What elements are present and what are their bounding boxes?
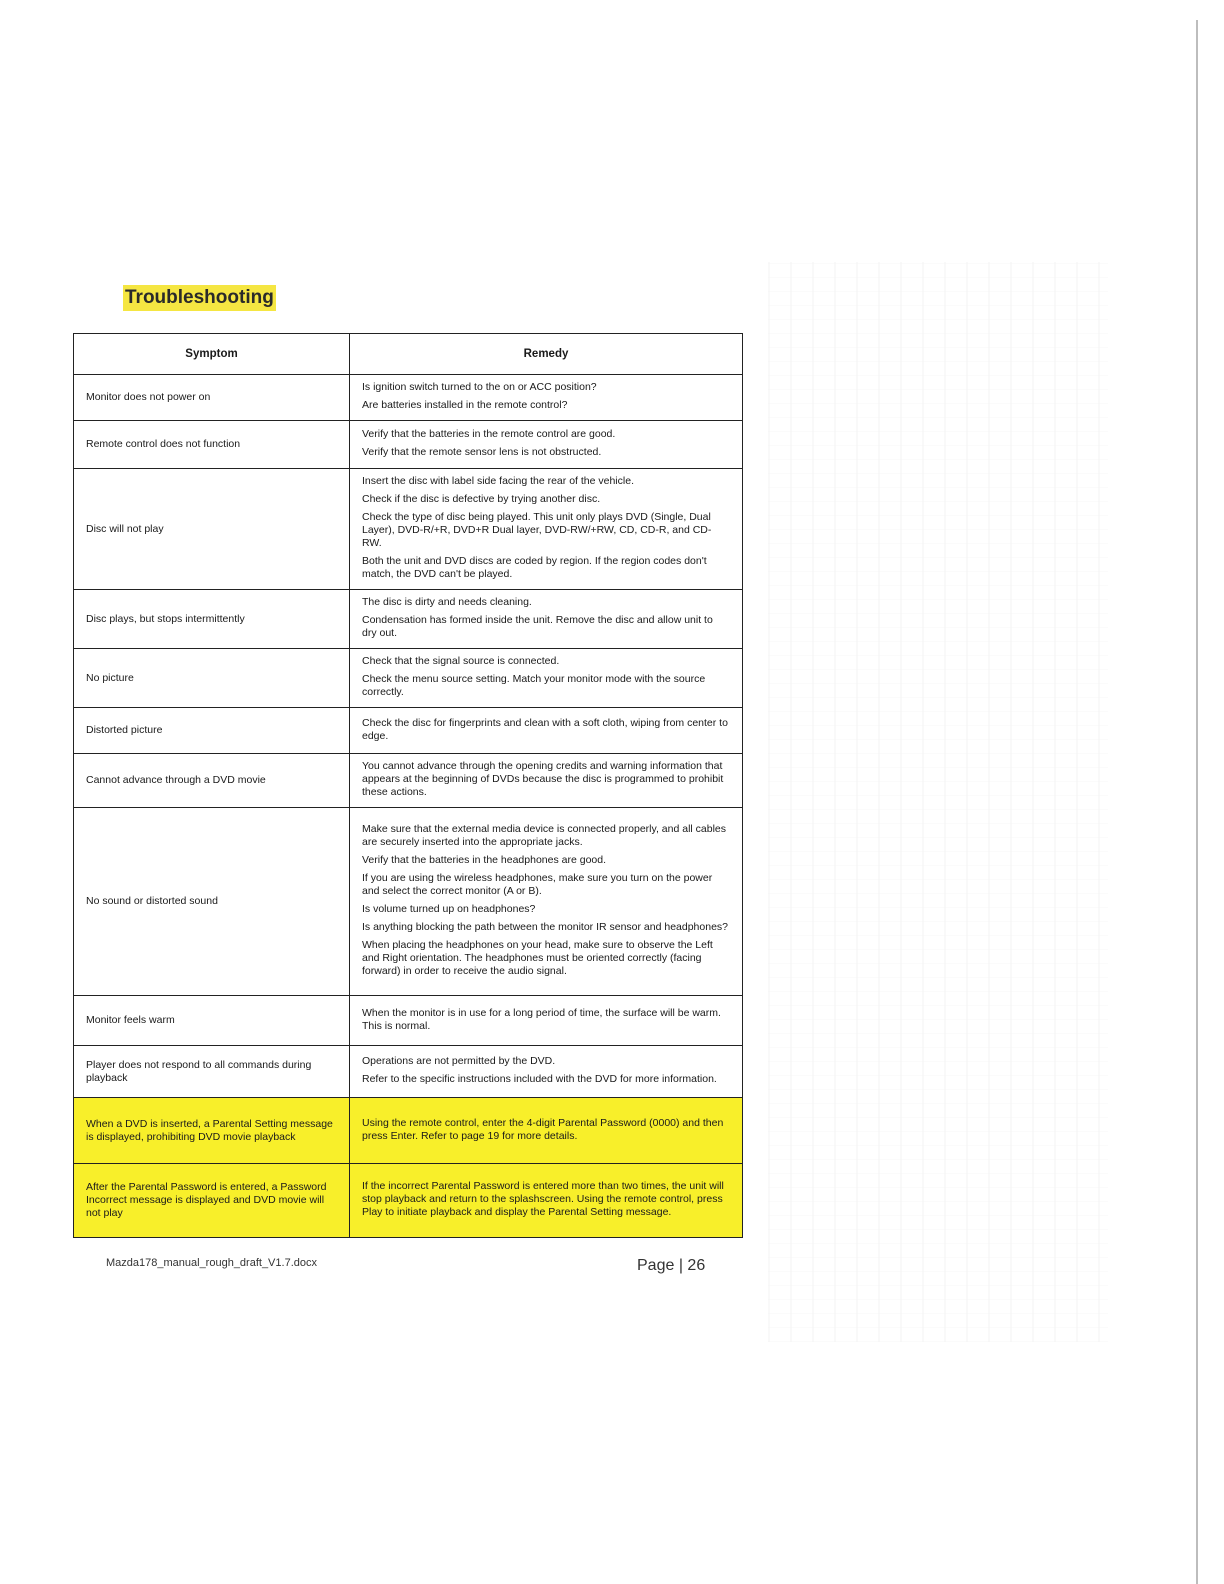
page-edge-line bbox=[1196, 20, 1198, 1584]
table-row bbox=[74, 649, 743, 708]
symptom-cell: No sound or distorted sound bbox=[74, 808, 350, 996]
remedy-item: Using the remote control, enter the 4-digit Parental Password (0000) and then press Enter. Refer to page 19 for more details. bbox=[362, 1116, 724, 1142]
remedy-item: Is volume turned up on headphones? bbox=[362, 903, 536, 915]
remedy-item: Is ignition switch turned to the on or ACC position? bbox=[362, 381, 597, 393]
remedy-cell bbox=[350, 375, 743, 421]
table-row bbox=[74, 754, 743, 808]
remedy-item: Check the type of disc being played. This unit only plays DVD (Single, Dual Layer), DVD-R/+R, DVD+R Dual layer, DVD-RW/+RW, CD, CD-R, and CD-RW. bbox=[362, 511, 712, 549]
troubleshooting-table bbox=[73, 333, 743, 1238]
remedy-item: If the incorrect Parental Password is entered more than two times, the unit will stop playback and return to the splashscreen. Using the remote control, press Play to initiate playback and display the Parental Setting message. bbox=[362, 1180, 724, 1218]
table-row bbox=[74, 808, 743, 996]
remedy-header: Remedy bbox=[350, 334, 743, 375]
remedy-item: If you are using the wireless headphones, make sure you turn on the power and select the correct monitor (A or B). bbox=[362, 872, 713, 897]
remedy-item: Verify that the batteries in the remote control are good. bbox=[362, 428, 616, 440]
remedy-item: The disc is dirty and needs cleaning. bbox=[362, 596, 532, 608]
table-row bbox=[74, 375, 743, 421]
remedy-item: Are batteries installed in the remote control? bbox=[362, 399, 568, 411]
symptom-cell: Cannot advance through a DVD movie bbox=[74, 754, 350, 808]
table-row bbox=[74, 421, 743, 469]
symptom-cell: Remote control does not function bbox=[74, 421, 350, 469]
symptom-cell: Disc will not play bbox=[74, 469, 350, 590]
symptom-header: Symptom bbox=[74, 334, 350, 375]
remedy-cell bbox=[350, 754, 743, 808]
symptom-cell: No picture bbox=[74, 649, 350, 708]
table-row bbox=[74, 708, 743, 754]
page-number: Page | 26 bbox=[637, 1257, 706, 1274]
remedy-cell bbox=[350, 996, 743, 1046]
remedy-item: Check the menu source setting. Match your monitor mode with the source correctly. bbox=[362, 673, 706, 698]
remedy-cell bbox=[350, 649, 743, 708]
remedy-item: Verify that the remote sensor lens is not obstructed. bbox=[362, 446, 602, 458]
remedy-cell bbox=[350, 1046, 743, 1098]
table-row bbox=[74, 1046, 743, 1098]
remedy-item: Condensation has formed inside the unit. Remove the disc and allow unit to dry out. bbox=[362, 614, 713, 639]
remedy-cell bbox=[350, 1164, 743, 1238]
remedy-item: Refer to the specific instructions included with the DVD for more information. bbox=[362, 1073, 717, 1085]
symptom-cell: Player does not respond to all commands during playback bbox=[74, 1046, 350, 1098]
remedy-cell bbox=[350, 590, 743, 649]
remedy-cell bbox=[350, 808, 743, 996]
remedy-cell bbox=[350, 469, 743, 590]
remedy-cell bbox=[350, 708, 743, 754]
remedy-item: Is anything blocking the path between the monitor IR sensor and headphones? bbox=[362, 921, 728, 933]
remedy-cell bbox=[350, 421, 743, 469]
symptom-cell: Distorted picture bbox=[74, 708, 350, 754]
remedy-item: Check if the disc is defective by trying another disc. bbox=[362, 493, 601, 505]
symptom-cell: When a DVD is inserted, a Parental Setting message is displayed, prohibiting DVD movie playback bbox=[74, 1098, 350, 1164]
table-row bbox=[74, 469, 743, 590]
remedy-item: Verify that the batteries in the headphones are good. bbox=[362, 854, 607, 866]
remedy-item: Operations are not permitted by the DVD. bbox=[362, 1055, 556, 1067]
page-title: Troubleshooting bbox=[123, 285, 276, 311]
remedy-item: When placing the headphones on your head, make sure to observe the Left and Right orientation. The headphones must be oriented correctly (facing forward) in order to receive the audio signal. bbox=[362, 939, 713, 977]
table-body bbox=[74, 375, 743, 1238]
table-row bbox=[74, 1098, 743, 1164]
symptom-cell: Monitor feels warm bbox=[74, 996, 350, 1046]
symptom-cell: Monitor does not power on bbox=[74, 375, 350, 421]
remedy-cell bbox=[350, 1098, 743, 1164]
remedy-item: Check the disc for fingerprints and clean with a soft cloth, wiping from center to edge. bbox=[362, 716, 728, 742]
remedy-item: Check that the signal source is connected. bbox=[362, 655, 560, 667]
remedy-item: Both the unit and DVD discs are coded by region. If the region codes don't match, the DVD can't be played. bbox=[362, 555, 707, 580]
remedy-item: Make sure that the external media device is connected properly, and all cables are securely inserted into the appropriate jacks. bbox=[362, 823, 727, 848]
table-row bbox=[74, 590, 743, 649]
scan-bleed-through bbox=[768, 262, 1108, 1342]
remedy-item: When the monitor is in use for a long period of time, the surface will be warm. This is normal. bbox=[362, 1006, 721, 1032]
table-row bbox=[74, 1164, 743, 1238]
symptom-cell: Disc plays, but stops intermittently bbox=[74, 590, 350, 649]
remedy-item: Insert the disc with label side facing the rear of the vehicle. bbox=[362, 475, 634, 487]
remedy-item: You cannot advance through the opening credits and warning information that appears at the beginning of DVDs because the disc is programmed to prohibit these actions. bbox=[362, 760, 724, 798]
table-header-row bbox=[74, 334, 743, 375]
symptom-cell: After the Parental Password is entered, a Password Incorrect message is displayed and DVD movie will not play bbox=[74, 1164, 350, 1238]
table-row bbox=[74, 996, 743, 1046]
footer-filename: Mazda178_manual_rough_draft_V1.7.docx bbox=[106, 1257, 317, 1269]
